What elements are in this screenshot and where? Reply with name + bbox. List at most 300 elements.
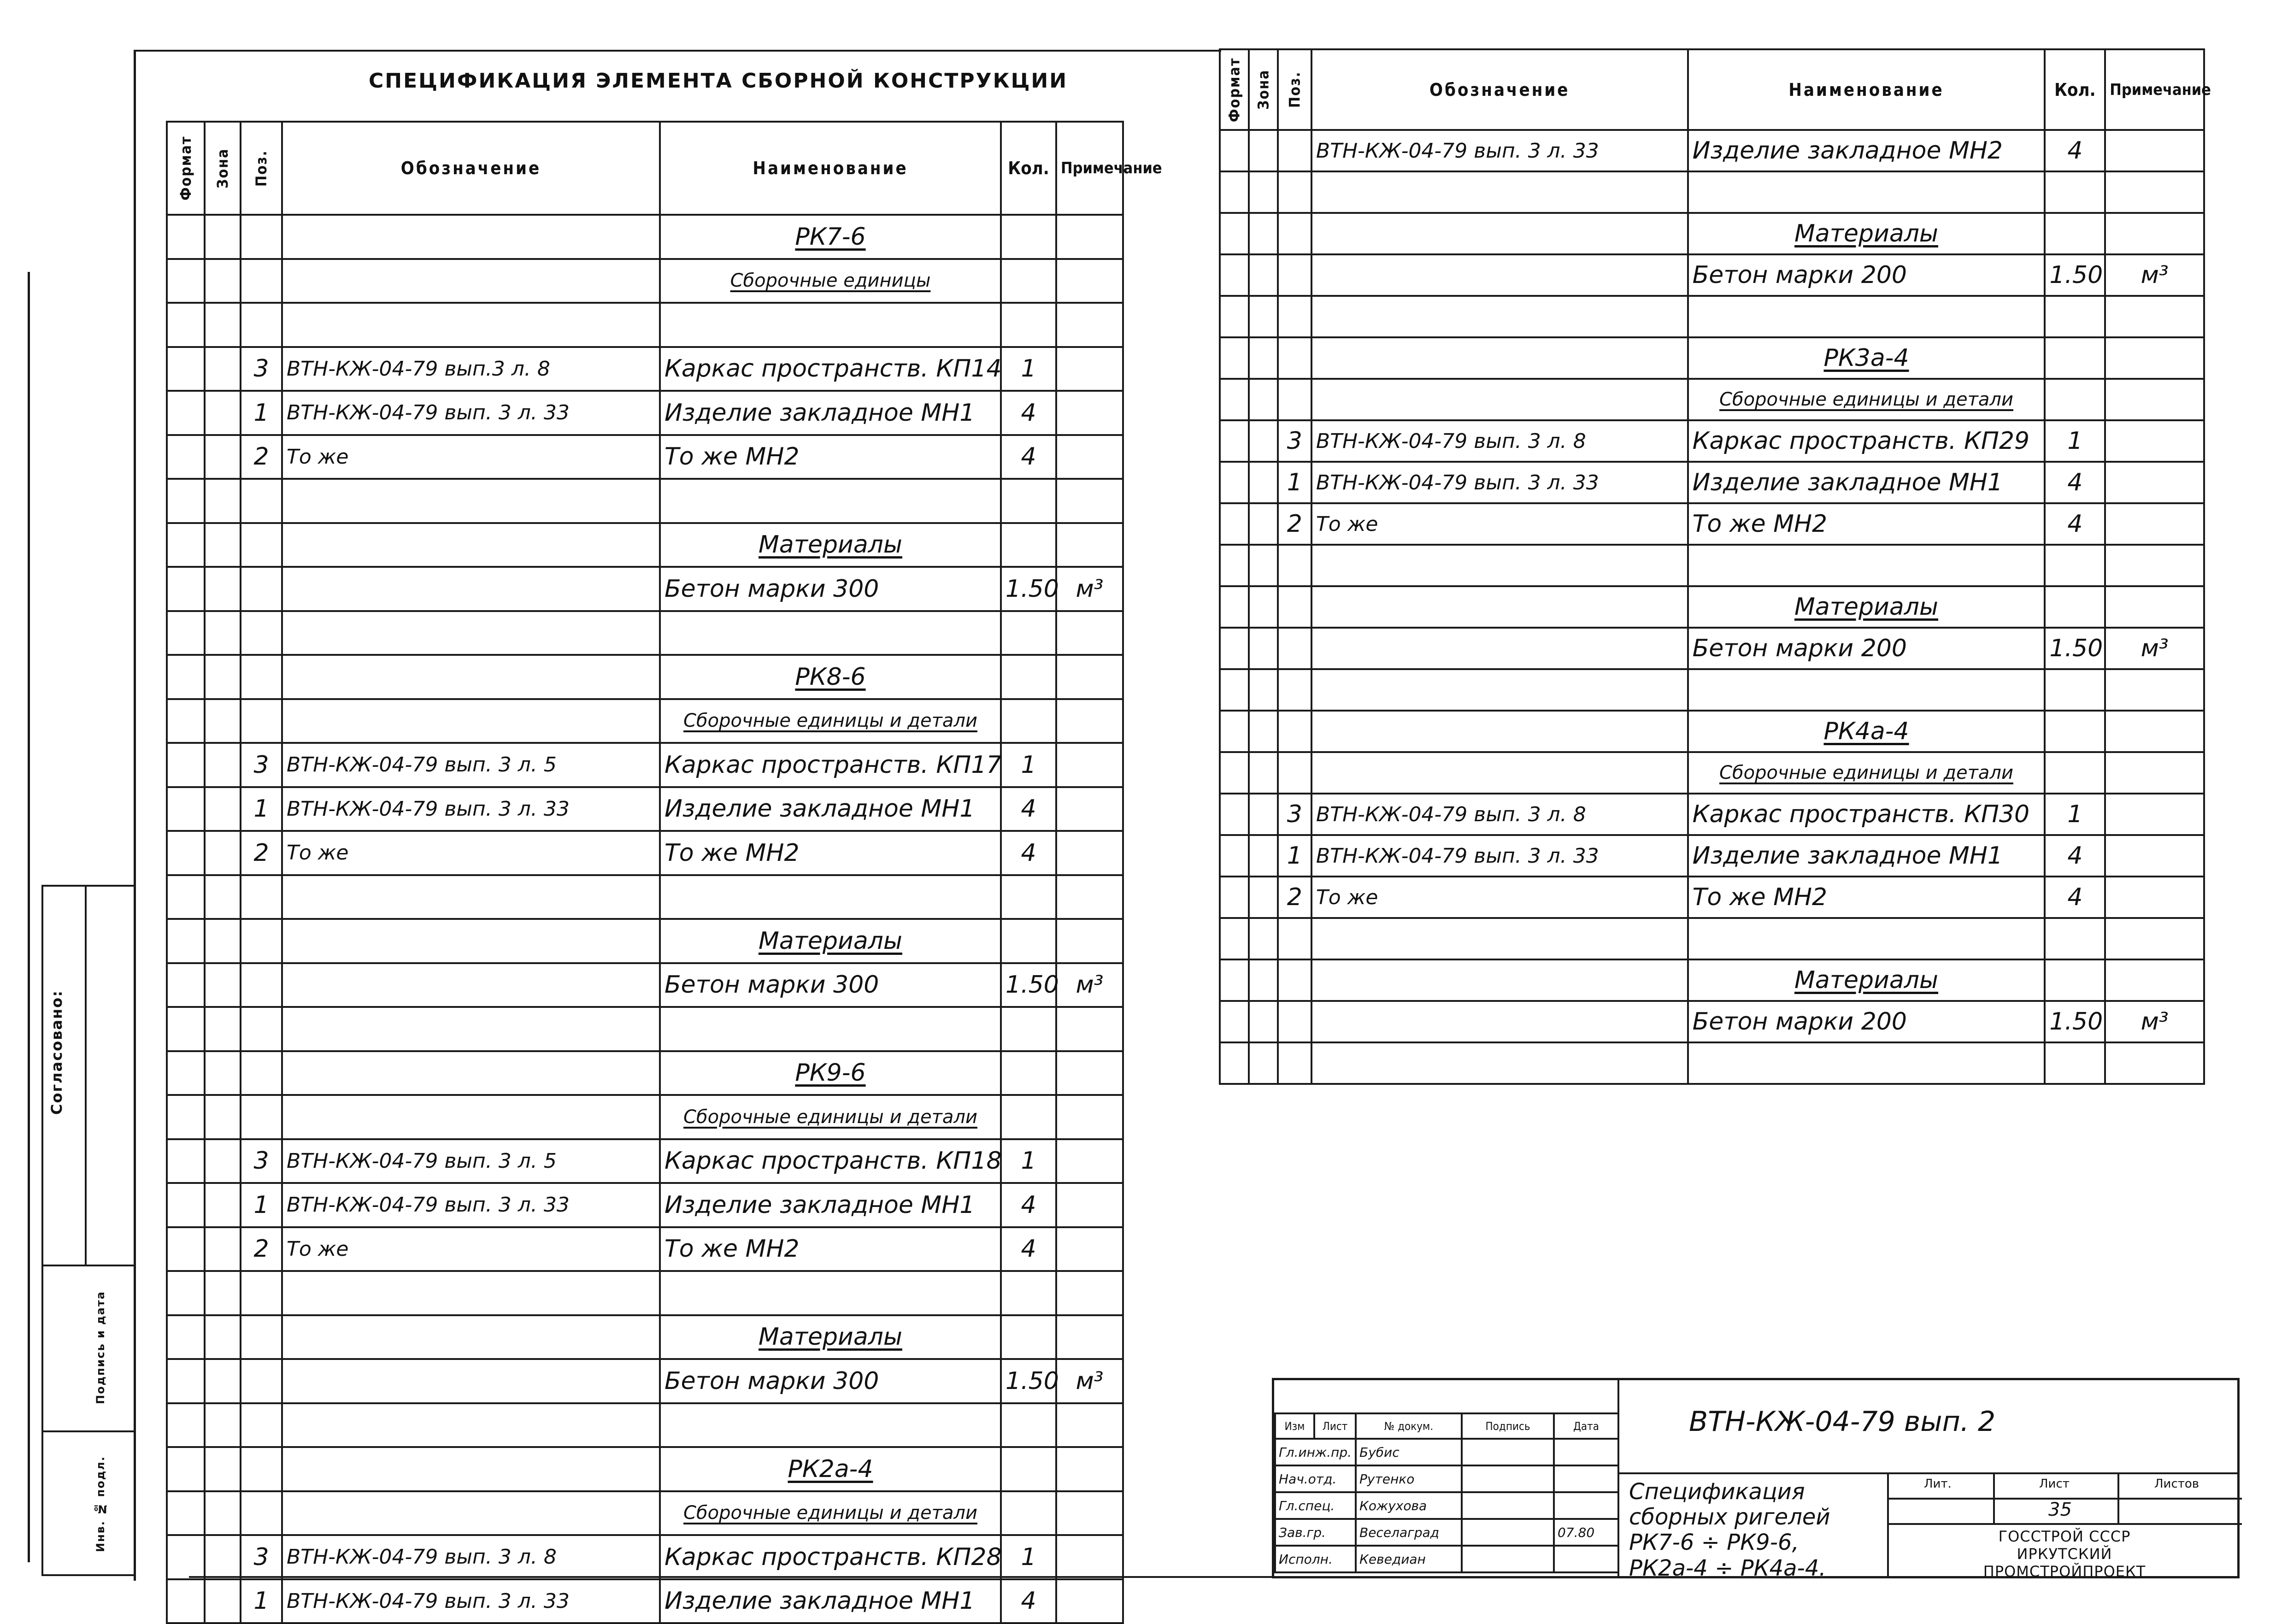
qty-cell: 4 <box>1001 391 1056 435</box>
format-cell <box>1220 835 1249 877</box>
pos-cell: 1 <box>1278 835 1311 877</box>
table-row <box>1220 213 2204 254</box>
pos-cell <box>241 479 282 523</box>
note-cell <box>1056 743 1123 787</box>
table-row <box>167 1183 1123 1227</box>
table-row <box>1220 254 2204 296</box>
qty-cell: 4 <box>1001 787 1056 831</box>
pos-cell <box>241 303 282 347</box>
name-cell: Изделие закладное МН1 <box>660 787 1001 831</box>
qty-cell <box>2045 959 2105 1001</box>
format-cell <box>167 1359 205 1403</box>
qty-cell: 1.50 <box>1001 567 1056 611</box>
frame-left-border <box>134 51 136 1581</box>
pos-cell <box>1278 545 1311 586</box>
zone-cell <box>1249 628 1278 669</box>
zone-cell <box>205 1007 241 1051</box>
note-cell: м³ <box>1056 963 1123 1007</box>
surname-cell: Веселаград <box>1356 1519 1462 1546</box>
pos-cell: 3 <box>241 347 282 391</box>
right-spec-table <box>1219 48 2211 1085</box>
note-cell <box>1056 347 1123 391</box>
zone-cell <box>1249 669 1278 711</box>
qty-cell: 4 <box>1001 1183 1056 1227</box>
name-cell: То же МН2 <box>660 1227 1001 1271</box>
table-row <box>167 1579 1123 1624</box>
document-title: СПЕЦИФИКАЦИЯ ЭЛЕМЕНТА СБОРНОЙ КОНСТРУКЦИИ <box>369 69 1068 93</box>
zone-cell <box>205 1579 241 1624</box>
format-cell <box>167 1579 205 1624</box>
name-cell: Каркас пространств. КП29 <box>1688 420 2045 462</box>
tb-head-date: Дата <box>1554 1413 1618 1439</box>
note-cell <box>2105 296 2204 337</box>
name-cell: РК9-6 <box>660 1051 1001 1095</box>
sign-cell <box>1462 1492 1554 1519</box>
note-cell <box>1056 919 1123 963</box>
designation-cell <box>282 479 660 523</box>
zone-cell <box>205 479 241 523</box>
zone-cell <box>1249 130 1278 171</box>
zone-cell <box>205 523 241 567</box>
table-row <box>167 787 1123 831</box>
pos-cell <box>241 259 282 303</box>
designation-cell: То же <box>282 1227 660 1271</box>
zone-cell <box>205 303 241 347</box>
qty-cell <box>1001 655 1056 699</box>
pos-cell <box>241 1271 282 1315</box>
surname-cell: Кожухова <box>1356 1492 1462 1519</box>
format-cell <box>167 1535 205 1579</box>
qty-cell <box>1001 875 1056 919</box>
zone-cell <box>1249 1042 1278 1084</box>
note-cell <box>2105 130 2204 171</box>
table-row <box>1220 420 2204 462</box>
col-pos: Поз. <box>1278 49 1311 130</box>
tb-head-list: Лист <box>1314 1413 1356 1439</box>
format-cell <box>167 1491 205 1536</box>
note-cell <box>1056 1183 1123 1227</box>
document-subject: Спецификация сборных ригелей РК7-6 ÷ РК9-6, РК2а-4 ÷ РК4а-4. <box>1629 1479 1830 1581</box>
note-cell <box>2105 918 2204 959</box>
side-approval-stamp <box>41 885 134 1576</box>
note-cell <box>2105 752 2204 794</box>
note-cell <box>2105 337 2204 379</box>
sign-cell <box>1462 1546 1554 1572</box>
table-row <box>1220 545 2204 586</box>
document-code: ВТН-КЖ-04-79 вып. 2 <box>1689 1406 1996 1438</box>
designation-cell: ВТН-КЖ-04-79 вып. 3 л. 5 <box>282 1139 660 1183</box>
col-qty: Кол. <box>2045 49 2105 130</box>
name-cell: То же МН2 <box>1688 877 2045 918</box>
designation-cell: То же <box>282 435 660 479</box>
pos-cell <box>1278 959 1311 1001</box>
table-row <box>167 1051 1123 1095</box>
designation-cell <box>282 259 660 303</box>
pos-cell <box>241 1007 282 1051</box>
zone-cell <box>205 875 241 919</box>
zone-cell <box>205 963 241 1007</box>
zone-cell <box>1249 918 1278 959</box>
tb-head-doc: № докум. <box>1356 1413 1462 1439</box>
zone-cell <box>1249 213 1278 254</box>
format-cell <box>167 215 205 259</box>
qty-cell <box>2045 1042 2105 1084</box>
pos-cell <box>241 919 282 963</box>
sheet-label: Лист <box>2039 1477 2070 1491</box>
format-cell <box>1220 628 1249 669</box>
format-cell <box>167 391 205 435</box>
role-cell: Исполн. <box>1275 1546 1356 1572</box>
pos-cell <box>1278 1001 1311 1042</box>
table-row <box>167 1403 1123 1447</box>
sheets-label: Листов <box>2154 1477 2199 1491</box>
tb-head-izm: Изм <box>1275 1413 1314 1439</box>
note-cell <box>2105 669 2204 711</box>
name-cell: Материалы <box>660 1315 1001 1359</box>
note-cell <box>1056 435 1123 479</box>
designation-cell <box>1311 711 1688 752</box>
pos-cell: 1 <box>241 787 282 831</box>
format-cell <box>1220 420 1249 462</box>
qty-cell: 4 <box>2045 130 2105 171</box>
designation-cell <box>282 699 660 743</box>
name-cell <box>660 1007 1001 1051</box>
pos-cell <box>241 875 282 919</box>
signature-row <box>1275 1492 1618 1519</box>
note-cell <box>1056 1007 1123 1051</box>
designation-cell: ВТН-КЖ-04-79 вып. 3 л. 8 <box>1311 794 1688 835</box>
note-cell <box>2105 171 2204 213</box>
qty-cell <box>1001 1271 1056 1315</box>
zone-cell <box>1249 503 1278 545</box>
table-row <box>1220 379 2204 420</box>
qty-cell: 4 <box>2045 503 2105 545</box>
qty-cell <box>1001 479 1056 523</box>
note-cell <box>2105 711 2204 752</box>
designation-cell <box>1311 213 1688 254</box>
format-cell <box>1220 877 1249 918</box>
qty-cell: 1.50 <box>1001 963 1056 1007</box>
qty-cell: 4 <box>1001 1579 1056 1624</box>
qty-cell <box>1001 1007 1056 1051</box>
col-qty: Кол. <box>1001 122 1056 215</box>
zone-cell <box>205 611 241 655</box>
qty-cell <box>2045 296 2105 337</box>
format-cell <box>1220 503 1249 545</box>
designation-cell <box>282 963 660 1007</box>
pos-cell <box>1278 711 1311 752</box>
surname-cell: Рутенко <box>1356 1465 1462 1492</box>
col-pos: Поз. <box>241 122 282 215</box>
designation-cell <box>1311 337 1688 379</box>
name-cell: РК4а-4 <box>1688 711 2045 752</box>
role-cell: Гл.спец. <box>1275 1492 1356 1519</box>
note-cell <box>2105 586 2204 628</box>
name-cell: Сборочные единицы и детали <box>660 699 1001 743</box>
qty-cell: 4 <box>2045 877 2105 918</box>
note-cell <box>1056 1315 1123 1359</box>
table-row <box>167 435 1123 479</box>
format-cell <box>167 1227 205 1271</box>
name-cell: РК3а-4 <box>1688 337 2045 379</box>
zone-cell <box>205 655 241 699</box>
zone-cell <box>205 1359 241 1403</box>
table-row <box>167 567 1123 611</box>
format-cell <box>1220 337 1249 379</box>
qty-cell <box>2045 171 2105 213</box>
note-cell <box>1056 831 1123 875</box>
designation-cell <box>1311 254 1688 296</box>
table-row <box>167 1095 1123 1139</box>
name-cell <box>660 1271 1001 1315</box>
note-cell <box>1056 1095 1123 1139</box>
table-row <box>1220 669 2204 711</box>
zone-cell <box>205 787 241 831</box>
table-row <box>167 1535 1123 1579</box>
designation-cell: ВТН-КЖ-04-79 вып. 3 л. 33 <box>1311 130 1688 171</box>
format-cell <box>167 435 205 479</box>
designation-cell <box>1311 171 1688 213</box>
zone-cell <box>205 699 241 743</box>
pos-cell <box>1278 669 1311 711</box>
designation-cell <box>1311 959 1688 1001</box>
note-cell <box>1056 1403 1123 1447</box>
zone-cell <box>205 1095 241 1139</box>
format-cell <box>1220 794 1249 835</box>
zone-cell <box>205 567 241 611</box>
qty-cell <box>2045 545 2105 586</box>
zone-cell <box>1249 379 1278 420</box>
pos-cell: 1 <box>241 1183 282 1227</box>
zone-cell <box>205 1227 241 1271</box>
qty-cell <box>1001 259 1056 303</box>
pos-cell <box>241 1447 282 1491</box>
frame-top-border <box>134 50 1221 52</box>
name-cell: Сборочные единицы и детали <box>1688 379 2045 420</box>
qty-cell <box>1001 1051 1056 1095</box>
zone-cell <box>205 831 241 875</box>
qty-cell <box>2045 918 2105 959</box>
pos-cell <box>241 1403 282 1447</box>
designation-cell <box>1311 296 1688 337</box>
tb-head-sign: Подпись <box>1462 1413 1554 1439</box>
zone-cell <box>1249 835 1278 877</box>
format-cell <box>167 611 205 655</box>
table-row <box>167 523 1123 567</box>
designation-cell <box>282 303 660 347</box>
format-cell <box>167 743 205 787</box>
format-cell <box>1220 379 1249 420</box>
format-cell <box>167 655 205 699</box>
sign-date-label: Подпись и дата <box>94 1291 107 1404</box>
designation-cell <box>282 1491 660 1536</box>
designation-cell: То же <box>1311 877 1688 918</box>
designation-cell <box>1311 752 1688 794</box>
qty-cell <box>1001 523 1056 567</box>
sign-cell <box>1462 1519 1554 1546</box>
name-cell: То же МН2 <box>660 831 1001 875</box>
table-row <box>1220 752 2204 794</box>
zone-cell <box>1249 794 1278 835</box>
inv-no-label: Инв. № подл. <box>94 1456 107 1553</box>
sign-cell <box>1462 1439 1554 1465</box>
table-row <box>167 743 1123 787</box>
name-cell: Каркас пространств. КП18 <box>660 1139 1001 1183</box>
format-cell <box>167 1095 205 1139</box>
pos-cell: 2 <box>241 1227 282 1271</box>
format-cell <box>167 919 205 963</box>
designation-cell <box>282 1403 660 1447</box>
pos-cell <box>1278 628 1311 669</box>
note-cell <box>1056 611 1123 655</box>
note-cell <box>2105 213 2204 254</box>
pos-cell <box>1278 254 1311 296</box>
designation-cell <box>282 1095 660 1139</box>
name-cell: Бетон марки 300 <box>660 963 1001 1007</box>
name-cell <box>1688 1042 2045 1084</box>
format-cell <box>167 787 205 831</box>
designation-cell <box>1311 1042 1688 1084</box>
pos-cell <box>241 1051 282 1095</box>
zone-cell <box>205 1183 241 1227</box>
name-cell: РК8-6 <box>660 655 1001 699</box>
table-row <box>1220 628 2204 669</box>
qty-cell <box>1001 1315 1056 1359</box>
name-cell: Изделие закладное МН1 <box>1688 835 2045 877</box>
note-cell <box>1056 787 1123 831</box>
pos-cell <box>1278 296 1311 337</box>
qty-cell <box>1001 611 1056 655</box>
table-row <box>167 831 1123 875</box>
pos-cell: 2 <box>1278 877 1311 918</box>
table-row <box>167 303 1123 347</box>
table-row <box>1220 959 2204 1001</box>
qty-cell <box>2045 586 2105 628</box>
designation-cell: ВТН-КЖ-04-79 вып. 3 л. 8 <box>282 1535 660 1579</box>
pos-cell: 2 <box>1278 503 1311 545</box>
name-cell: Каркас пространств. КП30 <box>1688 794 2045 835</box>
note-cell <box>1056 523 1123 567</box>
format-cell <box>167 259 205 303</box>
designation-cell <box>282 1447 660 1491</box>
table-row <box>1220 835 2204 877</box>
zone-cell <box>1249 337 1278 379</box>
qty-cell <box>2045 669 2105 711</box>
format-cell <box>1220 254 1249 296</box>
col-designation: Обозначение <box>282 122 660 215</box>
zone-cell <box>205 347 241 391</box>
format-cell <box>1220 545 1249 586</box>
designation-cell <box>1311 669 1688 711</box>
table-row <box>167 479 1123 523</box>
designation-cell <box>282 1359 660 1403</box>
format-cell <box>1220 1001 1249 1042</box>
col-zone: Зона <box>1249 49 1278 130</box>
zone-cell <box>1249 171 1278 213</box>
pos-cell: 3 <box>241 1535 282 1579</box>
name-cell: Бетон марки 300 <box>660 1359 1001 1403</box>
qty-cell: 4 <box>1001 1227 1056 1271</box>
col-format: Формат <box>167 122 205 215</box>
org-line-1: ГОССТРОЙ СССР <box>1998 1528 2131 1545</box>
format-cell <box>167 1315 205 1359</box>
name-cell <box>660 1403 1001 1447</box>
pos-cell <box>241 1095 282 1139</box>
qty-cell: 1.50 <box>2045 628 2105 669</box>
note-cell: м³ <box>2105 628 2204 669</box>
name-cell: Изделие закладное МН1 <box>660 1183 1001 1227</box>
note-cell <box>1056 699 1123 743</box>
designation-cell <box>282 523 660 567</box>
name-cell <box>660 875 1001 919</box>
qty-cell: 1.50 <box>2045 1001 2105 1042</box>
format-cell <box>1220 171 1249 213</box>
table-row <box>1220 171 2204 213</box>
designation-cell: ВТН-КЖ-04-79 вып. 3 л. 33 <box>282 391 660 435</box>
pos-cell <box>241 1359 282 1403</box>
qty-cell <box>1001 919 1056 963</box>
designation-cell <box>282 215 660 259</box>
name-cell: Сборочные единицы и детали <box>660 1095 1001 1139</box>
table-row <box>167 1491 1123 1536</box>
table-row <box>1220 337 2204 379</box>
note-cell <box>1056 303 1123 347</box>
format-cell <box>167 1183 205 1227</box>
table-row <box>1220 794 2204 835</box>
qty-cell: 4 <box>2045 835 2105 877</box>
note-cell <box>1056 1579 1123 1624</box>
role-cell: Нач.отд. <box>1275 1465 1356 1492</box>
format-cell <box>1220 669 1249 711</box>
zone-cell <box>1249 296 1278 337</box>
zone-cell <box>1249 462 1278 503</box>
pos-cell <box>241 215 282 259</box>
qty-cell <box>2045 711 2105 752</box>
table-row <box>167 391 1123 435</box>
pos-cell <box>241 1491 282 1536</box>
name-cell: Каркас пространств. КП28 <box>660 1535 1001 1579</box>
designation-cell <box>282 567 660 611</box>
zone-cell <box>205 743 241 787</box>
designation-cell: ВТН-КЖ-04-79 вып. 3 л. 33 <box>1311 462 1688 503</box>
col-name: Наименование <box>1688 49 2045 130</box>
note-cell <box>1056 1139 1123 1183</box>
lit-label: Лит. <box>1924 1477 1952 1491</box>
zone-cell <box>205 1051 241 1095</box>
zone-cell <box>205 435 241 479</box>
zone-cell <box>1249 959 1278 1001</box>
org-line-2: ИРКУТСКИЙ <box>2017 1545 2112 1563</box>
designation-cell <box>282 1315 660 1359</box>
designation-cell: ВТН-КЖ-04-79 вып. 3 л. 33 <box>282 787 660 831</box>
note-cell <box>1056 1535 1123 1579</box>
designation-cell <box>1311 1001 1688 1042</box>
agreed-label: Согласовано: <box>48 990 65 1115</box>
table-row <box>167 963 1123 1007</box>
table-row <box>1220 1001 2204 1042</box>
note-cell: м³ <box>2105 1001 2204 1042</box>
pos-cell <box>241 1315 282 1359</box>
zone-cell <box>1249 545 1278 586</box>
note-cell <box>2105 503 2204 545</box>
qty-cell <box>1001 1447 1056 1491</box>
name-cell: Изделие закладное МН1 <box>1688 462 2045 503</box>
date-cell <box>1554 1546 1618 1572</box>
pos-cell <box>1278 752 1311 794</box>
col-note: Примечание <box>2105 49 2204 130</box>
format-cell <box>167 303 205 347</box>
note-cell <box>2105 420 2204 462</box>
